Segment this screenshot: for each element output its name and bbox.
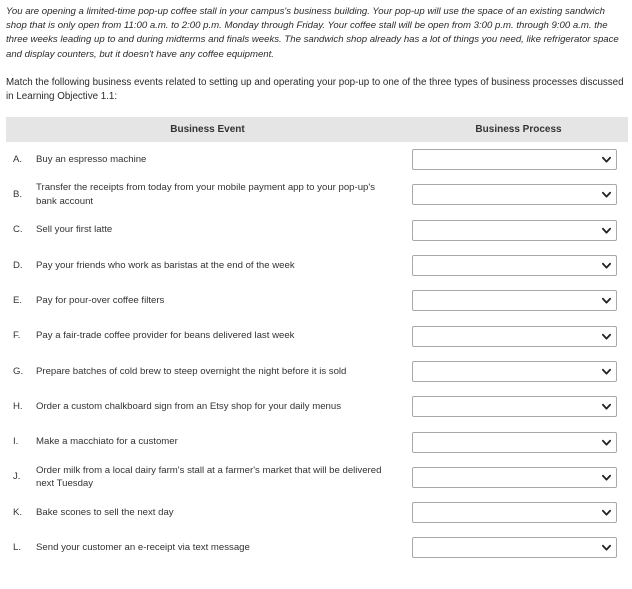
row-letter: J. (13, 471, 21, 483)
row-letter: D. (13, 259, 23, 271)
chevron-down-icon (602, 368, 611, 376)
business-process-dropdown[interactable] (412, 326, 617, 347)
business-process-cell (409, 354, 628, 389)
business-process-cell (409, 283, 628, 318)
row-letter: A. (13, 153, 23, 165)
chevron-down-icon (602, 227, 611, 235)
business-event-text: Make a macchiato for a customer (36, 436, 178, 448)
business-process-dropdown[interactable] (412, 396, 617, 417)
table-row (6, 530, 628, 565)
business-event-text: Send your customer an e-receipt via text message (36, 542, 250, 554)
chevron-down-icon (602, 509, 611, 517)
chevron-down-icon (602, 297, 611, 305)
table-row (6, 389, 628, 424)
business-process-cell (409, 424, 628, 459)
table-row (6, 424, 628, 459)
business-process-dropdown[interactable] (412, 502, 617, 523)
row-letter: K. (13, 506, 23, 518)
table-row (6, 177, 628, 212)
business-event-text: Order a custom chalkboard sign from an Etsy shop for your daily menus (36, 400, 342, 412)
business-event-text: Pay your friends who work as baristas at the end of the week (36, 259, 295, 271)
chevron-down-icon (602, 403, 611, 411)
table-row (6, 495, 628, 530)
chevron-down-icon (602, 333, 611, 341)
header-business-event: Business Event (6, 117, 409, 142)
business-process-cell (409, 530, 628, 565)
table-row (6, 283, 628, 318)
business-event-text: Pay for pour-over coffee filters (36, 294, 165, 306)
chevron-down-icon (602, 544, 611, 552)
business-event-text: Bake scones to sell the next day (36, 506, 174, 518)
business-process-dropdown[interactable] (412, 432, 617, 453)
row-letter: L. (13, 542, 22, 554)
table-row (6, 354, 628, 389)
business-process-dropdown[interactable] (412, 184, 617, 205)
row-letter: B. (13, 189, 23, 201)
table-row (6, 248, 628, 283)
business-event-text: Prepare batches of cold brew to steep overnight the night before it is sold (36, 365, 347, 377)
business-process-cell (409, 318, 628, 353)
chevron-down-icon (602, 191, 611, 199)
business-event-text: Order milk from a local dairy farm's stall at a farmer's market that will be delivered next Tuesday (36, 464, 382, 490)
business-process-cell (409, 248, 628, 283)
business-process-dropdown[interactable] (412, 220, 617, 241)
row-letter: G. (13, 365, 24, 377)
business-process-cell (409, 177, 628, 212)
table-row (6, 318, 628, 353)
business-process-cell (409, 213, 628, 248)
chevron-down-icon (602, 156, 611, 164)
business-event-text: Buy an espresso machine (36, 153, 147, 165)
row-letter: C. (13, 224, 23, 236)
table-row (6, 213, 628, 248)
business-process-dropdown[interactable] (412, 255, 617, 276)
business-process-cell (409, 460, 628, 495)
row-letter: E. (13, 294, 23, 306)
table-row (6, 460, 628, 495)
chevron-down-icon (602, 439, 611, 447)
business-process-dropdown[interactable] (412, 361, 617, 382)
business-process-cell (409, 142, 628, 177)
row-letter: F. (13, 330, 21, 342)
business-event-text: Transfer the receipts from today from your mobile payment app to your pop-up's bank account (36, 182, 376, 207)
business-event-text: Pay a fair-trade coffee provider for beans delivered last week (36, 330, 295, 342)
matching-table (6, 117, 628, 566)
chevron-down-icon (602, 262, 611, 270)
scenario-text: You are opening a limited-time pop-up coffee stall in your campus's business building. Your pop-up will use the space of an existing sandwich shop that is only open from 11:00 a.m. to 2:00 p.m. Monday through Friday. Your coffee stall will be open from 3:00 p.m. through 9:00 a.m. the three weeks leading up to and during midterms and finals weeks. The sandwich shop already has a lot of things you need, like refrigerator space and display counters, but it doesn't have any coffee equipment. (6, 6, 619, 60)
header-business-process: Business Process (409, 117, 628, 142)
chevron-down-icon (602, 474, 611, 482)
business-process-cell (409, 389, 628, 424)
business-process-dropdown[interactable] (412, 149, 617, 170)
business-process-dropdown[interactable] (412, 537, 617, 558)
row-letter: I. (13, 436, 19, 448)
table-row (6, 142, 628, 177)
table-header-row (6, 117, 628, 142)
business-process-cell (409, 495, 628, 530)
business-process-dropdown[interactable] (412, 290, 617, 311)
row-letter: H. (13, 400, 23, 412)
business-event-text: Sell your first latte (36, 224, 113, 236)
instruction-text: Match the following business events related to setting up and operating your pop-up to one of the three types of business processes discussed in Learning Objective 1.1: (6, 77, 624, 102)
business-process-dropdown[interactable] (412, 467, 617, 488)
